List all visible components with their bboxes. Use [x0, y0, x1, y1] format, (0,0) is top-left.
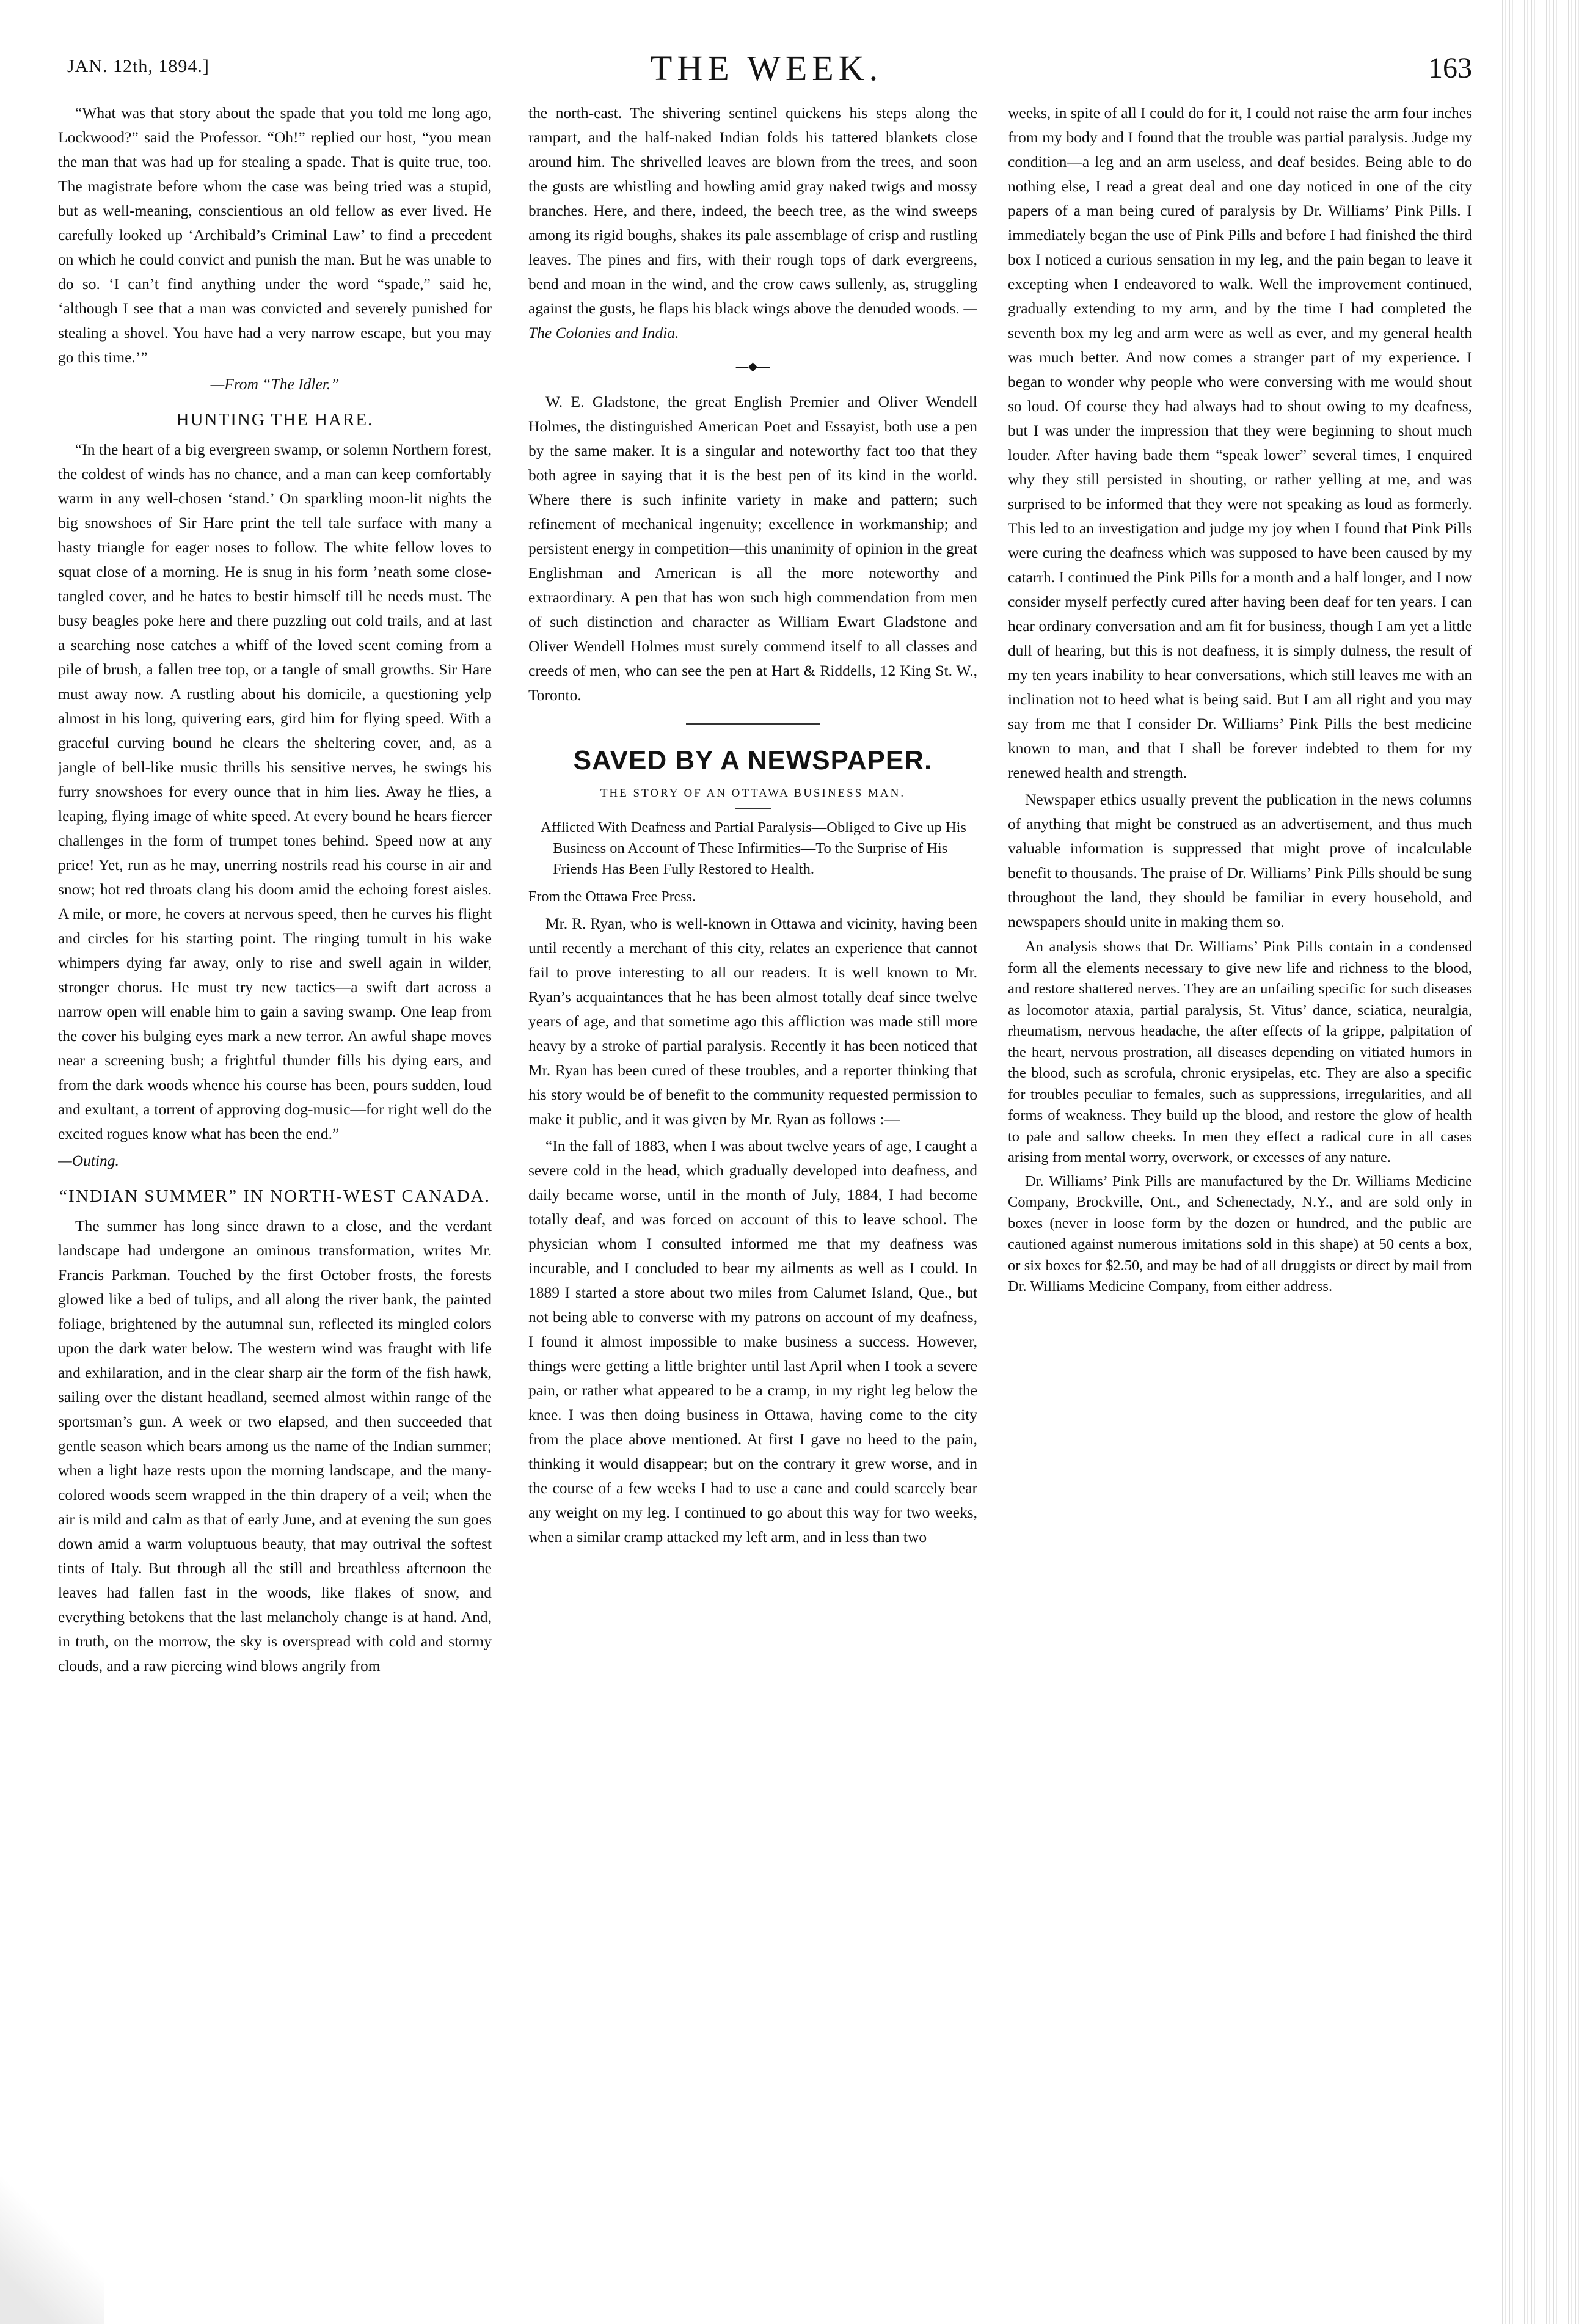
- spade-story-paragraph: “What was that story about the spade that you told me long ago, Lockwood?” said the Professor. “Oh!” replied our host, “you mean the man that was had up for stealing a spade. That is quite true, too. The magistrate before whom the case was being tried was a stupid, but as well-meaning, conscientious an old fellow as ever lived. He carefully looked up ‘Archibald’s Criminal Law’ to find a precedent on which he could convict and punish the man. But he was unable to do so. ‘I can’t find anything under the word “spade,” said he, ‘although I see that a man was convicted and severely punished for stealing a shovel. You have had a very narrow escape, but you may go this time.’”: [58, 104, 492, 366]
- source-idler: —From “The Idler.”: [210, 375, 340, 393]
- section-divider: [686, 723, 820, 725]
- column-1: [58, 101, 492, 2276]
- hunting-hare-paragraph: “In the heart of a big evergreen swamp, or solemn Northern forest, the coldest of winds has no chance, and a man can keep comfortably warm in any well-chosen ‘stand.’ On sparkling moon-lit nights the big snowshoes of Sir Hare print the tell tale surface with many a hasty triangle for eager noses to follow. The white fellow loves to squat close of a morning. He is snug in his form ’neath some close-tangled cover, and he hates to bestir himself till he needs must. The busy beagles poke here and there puzzling out cold trails, and at last a searching nose catches a whiff of the loved scent coming from a pile of brush, a fallen tree top, or a tangle of small growths. Sir Hare must away now. A rustling about his domicile, a questioning yelp almost in his long, quivering ears, gird him for flying speed. With a graceful curving bound he clears the sheltering cover, and, as a jangle of bell-like music thrills his sensitive nerves, he swings his furry snowshoes for every ounce that in him lies. Away he flies, a leaping, flying image of white speed. At every bound he hears fiercer challenges in the form of trumpet tones behind. Speed now at any price! Yet, run as he may, unerring nostrils read his course in air and snow; hot red throats clang his doom amid the echoing forest aisles. A mile, or more, he covers at nervous speed, then he curves his flight and circles for his starting point. The ringing tumult in his wake whimpers dying far away, only to rise and swell again in wilder, stronger chorus. He must try new tactics—a swift dart across a narrow open will enable him to gain a saving swamp. One leap from the cover his bulging eyes mark a new terror. An awful shape moves near a screening bush; a frightful thunder fills his dying ears, and from the dark woods whence his course has been, pours sudden, loud and exultant, a torrent of approving dog-music—for right well do the excited rogues know what has been the end.”: [58, 440, 492, 1142]
- saved-deck: Afflicted With Deafness and Partial Paralysis—Obliged to Give up His Business on Account of These Infirmities—To the Surprise of His Friends Has Been Fully Restored to Health.: [541, 819, 966, 877]
- saved-subheading: THE STORY OF AN OTTAWA BUSINESS MAN.: [600, 787, 906, 800]
- source-colonies: —The Colonies and India.: [528, 299, 977, 342]
- scan-edge-artifact: [1498, 0, 1590, 2324]
- gladstone-pen-paragraph: W. E. Gladstone, the great English Premier and Oliver Wendell Holmes, the distinguished American Poet and Essayist, both use a pen by the same maker. It is a singular and noteworthy fact too that they both agree in saying that it is the best pen of its kind in the world. Where there is such infinite variety in make and pattern; such refinement of mechanical ingenuity; excellence in workmanship; and persistent energy in competition—this unanimity of opinion in the great Englishman and American is all the more noteworthy and extraordinary. A pen that has won such high commendation from men of such distinction and character as William Ewart Gladstone and Oliver Wendell Holmes must surely commend itself to all classes and creeds of men, who can see the pen at Hart & Riddells, 12 King St. W., Toronto.: [528, 393, 977, 704]
- column-2: [528, 101, 977, 2276]
- column-3: [1008, 101, 1472, 2276]
- manufacturer-paragraph: Dr. Williams’ Pink Pills are manufactured by the Dr. Williams Medicine Company, Brockville, Ont., and Schenectady, N.Y., and are sold only in boxes (never in loose form by the dozen or hundred, and the public are cautioned against numerous imitations sold in this shape) at 50 cents a box, or six boxes for $2.50, and may be had of all druggists or direct by mail from Dr. Williams Medicine Company, from either address.: [1008, 1172, 1472, 1295]
- indian-summer-continued-text: the north-east. The shivering sentinel quickens his steps along the rampart, and the half-naked Indian folds his tattered blankets close around him. The shrivelled leaves are blown from the trees, and soon the gusts are whistling and howling amid gray naked twigs and mossy branches. Here, and there, indeed, the beech tree, as the wind sweeps among its rigid boughs, shakes its pale assemblage of crisp and rustling leaves. The pines and firs, with their rough tops of dark evergreens, bend and moan in the wind, and the crow caws sullenly, as, struggling against the gusts, he flaps his black wings above the denuded woods.: [528, 104, 977, 317]
- page-number: 163: [1428, 52, 1472, 84]
- saved-from-line: From the Ottawa Free Press.: [528, 889, 696, 905]
- scan-corner-artifact: [0, 2177, 104, 2324]
- page-header: [55, 48, 1478, 97]
- indian-summer-paragraph: The summer has long since drawn to a close, and the verdant landscape had undergone an ominous transformation, writes Mr. Francis Parkman. Touched by the first October frosts, the forests glowed like a bed of tulips, and all along the river bank, the painted foliage, brightened by the autumnal sun, reflected its mingled colors upon the dark water below. The western wind was fraught with life and exhilaration, and in the clear sharp air the form of the fish hawk, sailing over the distant headland, seemed almost within range of the sportsman’s gun. A week or two elapsed, and then succeeded that gentle season which bears among us the name of the Indian summer; when a light haze rests upon the morning landscape, and the many-colored woods seem wrapped in the thin drapery of a veil; when the air is mild and calm as that of early June, and at evening the sun goes down amid a warm voluptuous beauty, that may outrival the softest tints of Italy. But through all the still and breathless afternoon the leaves had fallen fast in the woods, like flakes of snow, and everything betokens that the last melancholy change is at hand. And, in truth, on the morrow, the sky is overspread with cold and stormy clouds, and a raw piercing wind blows angrily from: [58, 1217, 492, 1675]
- spade-story-source: [58, 372, 492, 396]
- saved-paragraph-1: Mr. R. Ryan, who is well-known in Ottawa and vicinity, having been until recently a merchant of this city, relates an experience that cannot fail to prove interesting to all our readers. It is well known to Mr. Ryan’s acquaintances that he has been almost totally deaf since twelve years of age, and that sometime ago this affliction was made still more heavy by a stroke of partial paralysis. Recently it has been noticed that Mr. Ryan has been cured of these troubles, and a reporter thinking that his story would be of benefit to the community requested permission to make it public, and it was given by Mr. Ryan as follows :—: [528, 915, 977, 1128]
- indian-summer-continued: [528, 101, 977, 345]
- hunting-hare-source: [58, 1149, 492, 1173]
- issue-date: JAN. 12th, 1894.]: [67, 56, 210, 76]
- masthead-title: THE WEEK.: [650, 48, 883, 88]
- newspaper-ethics-paragraph: Newspaper ethics usually prevent the publication in the news columns of anything that might be construed as an advertisement, and thus much valuable information is suppressed that might prove of incalculable benefit to thousands. The praise of Dr. Williams’ Pink Pills should be sung throughout the land, they should be familiar in every household, and newspapers should unite in making them so.: [1008, 791, 1472, 930]
- saved-by-newspaper-heading: SAVED BY A NEWSPAPER.: [573, 745, 933, 775]
- short-divider: [735, 808, 771, 809]
- indian-summer-heading: “INDIAN SUMMER” IN NORTH-WEST CANADA.: [59, 1186, 490, 1206]
- saved-paragraph-3: weeks, in spite of all I could do for it, I could not raise the arm four inches from my body and I found that the trouble was partial paralysis. Judge my condition—a leg and an arm useless, and deaf besides. Being able to do nothing else, I read a great deal and one day noticed in one of the city papers of a man being cured of paralysis by Dr. Williams’ Pink Pills. I immediately began the use of Pink Pills and before I had finished the third box I noticed a curious sensation in my leg, and the pain began to leave it excepting when I endeavored to walk. Well the improvement continued, gradually extending to my arm, and by the time I had completed the seventh box my leg and arm were as well as ever, and my general health was much better. And now comes a stranger part of my experience. I began to wonder why people who were conversing with me would shout so loud. Of course they had always had to shout owing to my deafness, but I was under the impression that they were beginning to shout much louder. After having bade them “speak lower” several times, I enquired why they still persisted in shouting, or rather yelling at me, and was surprised to be informed that they were not speaking as loud as formerly. This led to an investigation and judge my joy when I found that Pink Pills were curing the deafness which was supposed to have been caused by my catarrh. I continued the Pink Pills for a month and a half longer, and I now consider myself perfectly cured after having been deaf for ten years. I can hear ordinary conversation and am fit for business, though I am yet a little dull of hearing, but this is not deafness, it is simply dulness, the result of my ten years inability to hear conversations, which still leaves me with an inclination not to heed what is being said. But I am all right and you may say from me that I consider Dr. Williams’ Pink Pills the best medicine known to man, and that I shall be forever indebted to them for my renewed health and strength.: [1008, 104, 1472, 781]
- analysis-paragraph: An analysis shows that Dr. Williams’ Pink Pills contain in a condensed form all the elements necessary to give new life and richness to the blood, and restore shattered nerves. They are an unfailing specific for such diseases as locomotor ataxia, partial paralysis, St. Vitus’ dance, sciatica, neuralgia, rheumatism, nervous headache, the after effects of la grippe, palpitation of the heart, nervous prostration, all diseases depending on vitiated humors in the blood, such as scrofula, chronic erysipelas, etc. They are also a specific for troubles peculiar to females, such as suppressions, irregularities, and all forms of weakness. They build up the blood, and restore the glow of health to pale and sallow cheeks. In men they effect a radical cure in all cases arising from mental worry, overwork, or excesses of any nature.: [1008, 938, 1472, 1166]
- hunting-hare-heading: HUNTING THE HARE.: [176, 410, 374, 429]
- source-outing: —Outing.: [58, 1152, 119, 1169]
- ornament-divider: —◆—: [735, 360, 770, 373]
- saved-paragraph-2: “In the fall of 1883, when I was about twelve years of age, I caught a severe cold in the head, which gradually developed into deafness, and daily became worse, until in the month of July, 1884, I had become totally deaf, and was forced on account of this to leave school. The physician whom I consulted informed me that my deafness was incurable, and I concluded to bear my ailments as well as I could. In 1889 I started a store about two miles from Calumet Island, Que., but not being able to converse with my patrons on account of my deafness, I found it almost impossible to make business a success. However, things were getting a little brighter until last April when I took a severe pain, or rather what appeared to be a cramp, in my right leg below the knee. I was then doing business in Ottawa, having come to the city from the place above mentioned. At first I gave no heed to the pain, thinking it would disappear; but on the contrary it grew worse, and in the course of a few weeks I had to use a cane and could scarcely bear any weight on my leg. I continued to go about this way for two weeks, when a similar cramp attacked my left arm, and in less than two: [528, 1137, 977, 1546]
